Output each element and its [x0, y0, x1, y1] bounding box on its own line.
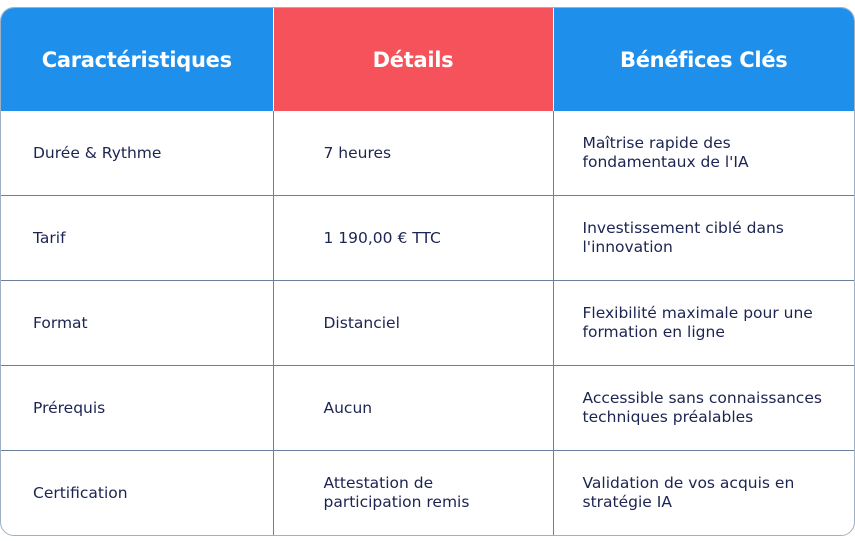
row-detail: 7 heures — [273, 111, 553, 196]
row-feature: Prérequis — [1, 366, 273, 451]
table-row — [1, 196, 854, 281]
row-benefit: Maîtrise rapide des fondamentaux de l'IA — [582, 134, 749, 171]
row-benefit: Investissement ciblé dans l'innovation — [553, 196, 854, 281]
table-row — [1, 281, 854, 366]
row-detail: Aucun — [273, 366, 553, 451]
table-header-row — [1, 8, 854, 111]
row-feature: Certification — [1, 451, 273, 536]
row-detail: 1 190,00 € TTC — [273, 196, 553, 281]
table-row — [1, 111, 854, 196]
row-detail: Distanciel — [273, 281, 553, 366]
features-table — [1, 8, 854, 535]
row-feature: Durée & Rythme — [1, 111, 273, 196]
row-benefit: Flexibilité maximale pour une formation en ligne — [553, 281, 854, 366]
row-feature: Format — [1, 281, 273, 366]
header-details: Détails — [273, 8, 553, 111]
header-caracteristiques: Caractéristiques — [1, 8, 273, 111]
comparison-table — [0, 7, 855, 536]
table-row — [1, 451, 854, 536]
row-detail: Attestation de participation remis — [273, 451, 553, 536]
table-row — [1, 366, 854, 451]
row-benefit: Validation de vos acquis en stratégie IA — [553, 451, 854, 536]
row-benefit: Accessible sans connaissances techniques préalables — [553, 366, 854, 451]
row-feature: Tarif — [1, 196, 273, 281]
header-benefices-cles: Bénéfices Clés — [553, 8, 854, 111]
